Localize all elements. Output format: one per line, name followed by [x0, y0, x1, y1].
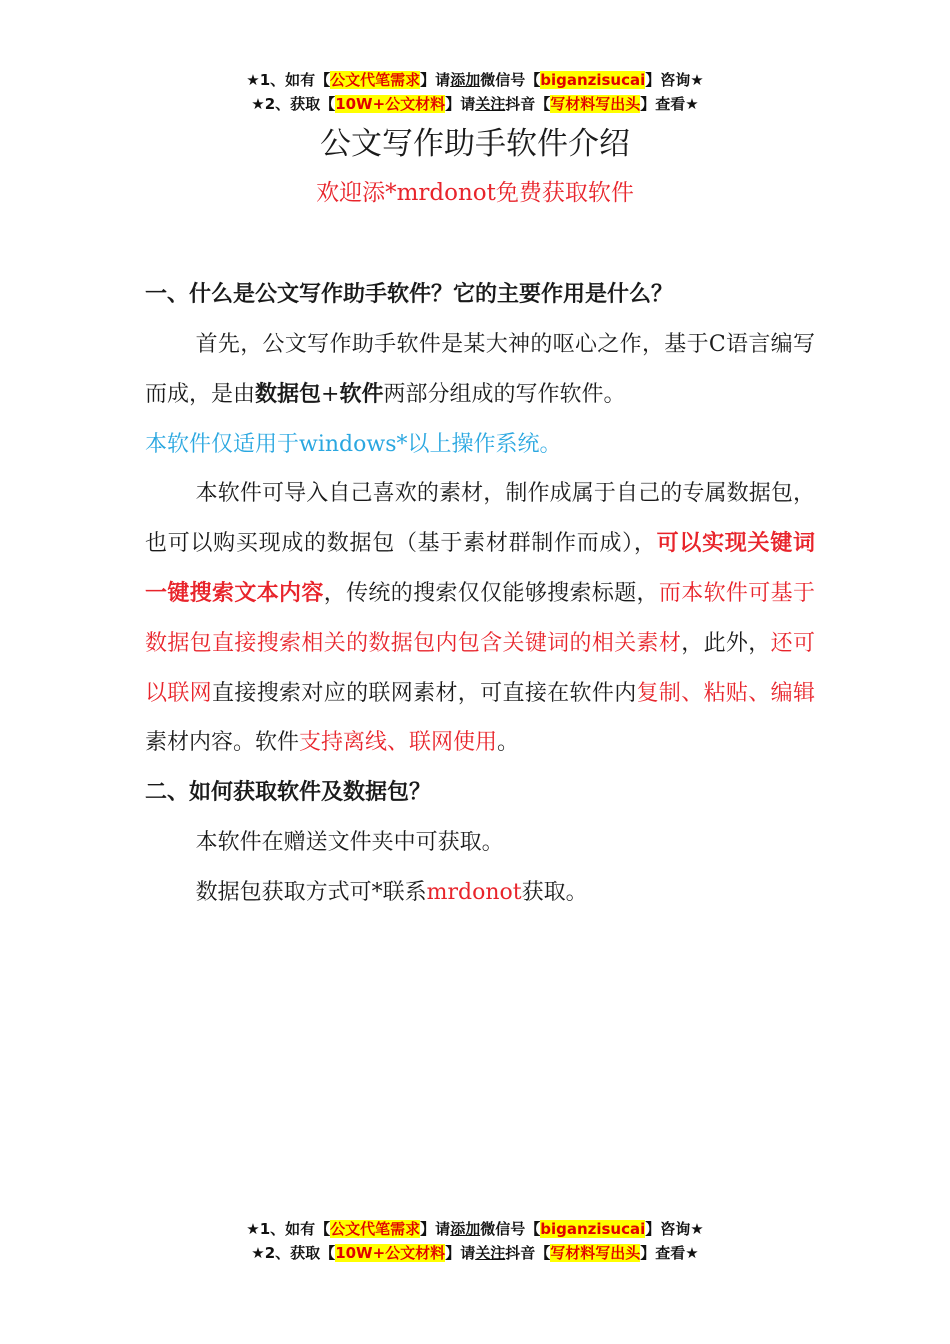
- banner-line-1: ★1、如有【公文代笔需求】请添加微信号【biganzisucai】咨询★: [246, 1220, 704, 1238]
- section-1-paragraph-2: 本软件仅适用于windows*以上操作系统。: [145, 431, 562, 457]
- top-banner: [0, 68, 950, 116]
- section-1-heading: 一、什么是公文写作助手软件？它的主要作用是什么？: [145, 282, 674, 307]
- section-2-paragraph-1: 本软件在赠送文件夹中可获取。: [195, 830, 504, 856]
- highlight-service: 公文代笔需求: [330, 71, 421, 89]
- section-2-paragraph-2: 数据包获取方式可*联系mrdonot获取。: [195, 879, 588, 905]
- highlight-materials: 10W+公文材料: [335, 95, 446, 113]
- banner-line-2: ★2、获取【10W+公文材料】请关注抖音【写材料写出头】查看★: [251, 95, 699, 113]
- highlight-wechat-id: biganzisucai: [540, 71, 646, 89]
- highlight-douyin-id: 写材料写出头: [550, 1244, 641, 1262]
- document-body: [145, 270, 815, 918]
- section-2-heading: 二、如何获取软件及数据包？: [145, 780, 432, 806]
- banner-line-2: ★2、获取【10W+公文材料】请关注抖音【写材料写出头】查看★: [251, 1244, 699, 1262]
- highlight-douyin-id: 写材料写出头: [550, 95, 641, 113]
- bottom-banner: [0, 1217, 950, 1265]
- highlight-service: 公文代笔需求: [330, 1220, 421, 1238]
- section-1-paragraph-3: 本软件可导入自己喜欢的素材，制作成属于自己的专属数据包，也可以购买现成的数据包（基于素材群制作而成），可以实现关键词一键搜索文本内容，传统的搜索仅仅能够搜索标题，而本软件可基于数据包直接搜索相关的数据包内包含关键词的相关素材，此外，还可以联网直接搜索对应的联网素材，可直接在软件内复制、粘贴、编辑素材内容。软件支持离线、联网使用。: [145, 481, 815, 756]
- highlight-materials: 10W+公文材料: [335, 1244, 446, 1262]
- banner-line-1: ★1、如有【公文代笔需求】请添加微信号【biganzisucai】咨询★: [246, 71, 704, 89]
- document-title: 公文写作助手软件介绍: [320, 126, 630, 162]
- highlight-wechat-id: biganzisucai: [540, 1220, 646, 1238]
- section-1-paragraph-1: 首先，公文写作助手软件是某大神的呕心之作，基于C语言编写而成，是由数据包+软件两部分组成的写作软件。: [145, 332, 815, 407]
- document-subtitle: 欢迎添*mrdonot免费获取软件: [316, 180, 634, 206]
